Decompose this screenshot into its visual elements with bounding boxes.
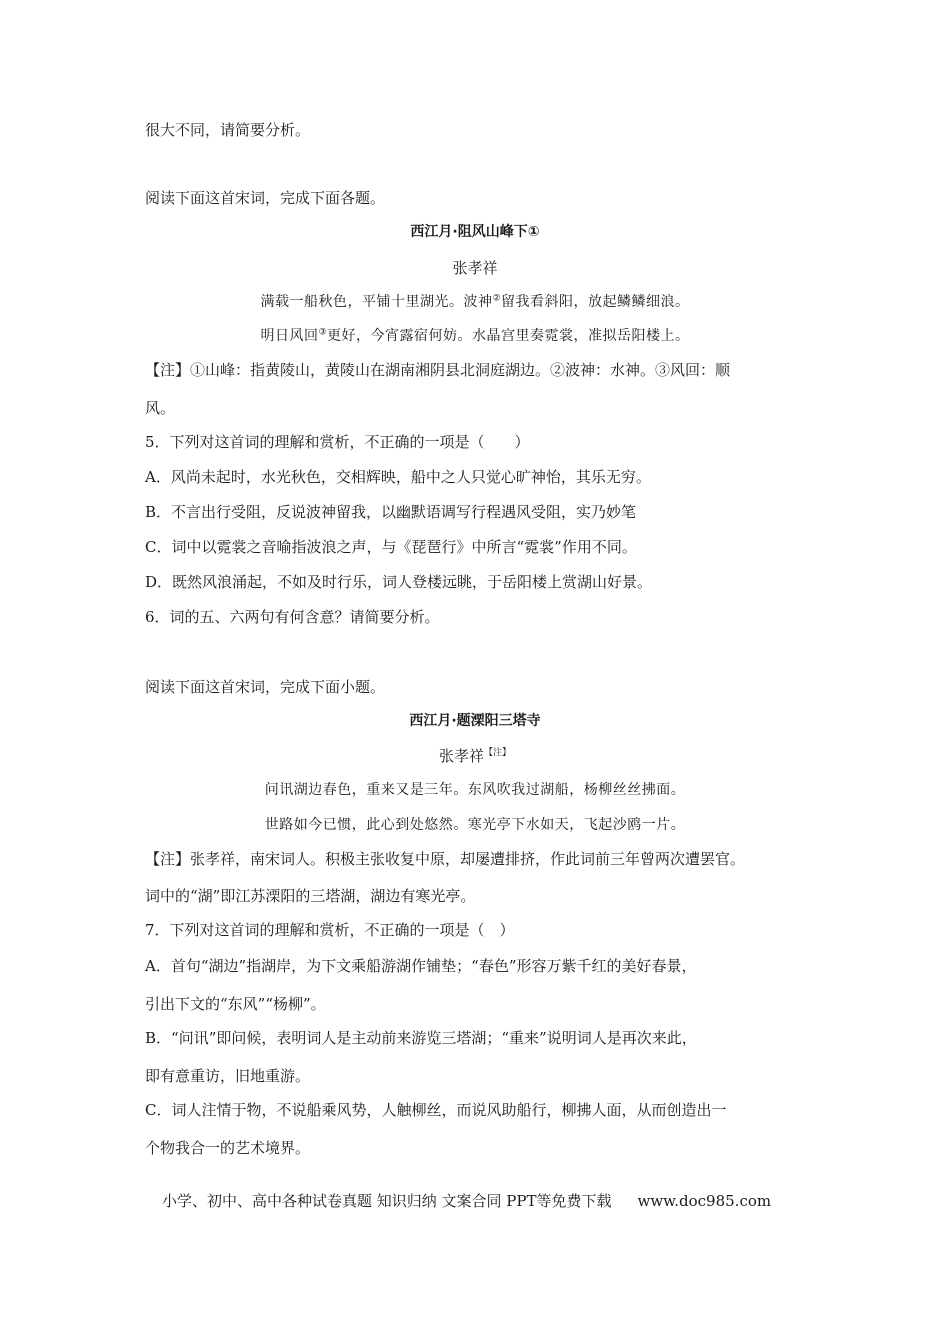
poem-text: 明日风回 xyxy=(260,328,319,344)
footer-text: 小学、初中、高中各种试卷真题 知识归纳 文案合同 PPT等免费下载 xyxy=(162,1192,612,1210)
question-7-option-c-line1: C．词人注情于物，不说船乘风势，人触柳丝，而说风助船行，柳拂人面，从而创造出一 xyxy=(145,1101,727,1119)
question-7-option-b-line1: B．“问讯”即问候，表明词人是主动前来游览三塔湖；“重来”说明词人是再次来此， xyxy=(145,1029,697,1047)
poem-text: 留我看斜阳，放起鳞鳞细浪。 xyxy=(501,294,690,310)
author-name: 张孝祥 xyxy=(438,747,484,765)
page-footer xyxy=(162,1191,771,1211)
section2-note-line2: 词中的“湖”即江苏溧阳的三塔湖，湖边有寒光亭。 xyxy=(145,887,476,905)
section1-poem-title: 西江月·阻风山峰下① xyxy=(410,224,540,240)
section1-poem-line1 xyxy=(145,292,805,312)
footnote-marker: 【注】 xyxy=(484,748,512,758)
question-7: 7．下列对这首词的理解和赏析，不正确的一项是（ ） xyxy=(145,921,515,939)
question-5-option-a: A．风尚未起时，水光秋色，交相辉映，船中之人只觉心旷神怡，其乐无穷。 xyxy=(145,468,651,486)
section2-poem-title: 西江月·题溧阳三塔寺 xyxy=(409,713,541,729)
poem-text: 更好，今宵露宿何妨。水晶宫里奏霓裳，准拟岳阳楼上。 xyxy=(327,328,690,344)
question-5-option-c: C．词中以霓裳之音喻指波浪之声，与《琵琶行》中所言“霓裳”作用不同。 xyxy=(145,538,637,556)
question-7-option-b-line2: 即有意重访，旧地重游。 xyxy=(145,1067,311,1085)
section2-intro: 阅读下面这首宋词，完成下面小题。 xyxy=(145,678,386,696)
question-7-option-c-line2: 个物我合一的艺术境界。 xyxy=(145,1139,311,1157)
question-5-option-b: B．不言出行受阻，反说波神留我，以幽默语调写行程遇风受阻，实乃妙笔 xyxy=(145,503,637,521)
section1-poem-line2 xyxy=(145,326,805,346)
section1-intro: 阅读下面这首宋词，完成下面各题。 xyxy=(145,189,386,207)
poem-text: 满载一船秋色，平铺十里湖光。波神 xyxy=(260,294,493,310)
question-5-option-d: D．既然风浪涌起，不如及时行乐，词人登楼远眺，于岳阳楼上赏湖山好景。 xyxy=(145,573,653,591)
section2-note-line1: 【注】张孝祥，南宋词人。积极主张收复中原，却屡遭排挤，作此词前三年曾两次遭罢官。 xyxy=(145,850,746,868)
section1-note-line2: 风。 xyxy=(145,399,176,417)
section2-poem-line1: 问讯湖边春色，重来又是三年。东风吹我过湖船，杨柳丝丝拂面。 xyxy=(264,782,686,798)
continued-question-text: 很大不同，请简要分析。 xyxy=(145,121,311,139)
footnote-marker: ② xyxy=(492,293,502,304)
question-7-option-a-line1: A．首句“湖边”指湖岸，为下文乘船游湖作铺垫；“春色”形容万紫千红的美好春景， xyxy=(145,957,697,975)
question-7-option-a-line2: 引出下文的“东风”“杨柳”。 xyxy=(145,995,326,1013)
section2-poem-author xyxy=(145,746,805,766)
footer-url[interactable]: www.doc985.com xyxy=(637,1192,772,1210)
section1-note-line1: 【注】①山峰：指黄陵山，黄陵山在湖南湘阴县北洞庭湖边。②波神：水神。③风回：顺 xyxy=(145,361,731,379)
footnote-marker: ③ xyxy=(318,327,328,338)
section2-poem-line2: 世路如今已惯，此心到处悠然。寒光亭下水如天，飞起沙鸥一片。 xyxy=(264,817,686,833)
section1-poem-author: 张孝祥 xyxy=(452,259,498,277)
question-6: 6．词的五、六两句有何含意？请简要分析。 xyxy=(145,608,440,626)
question-5: 5．下列对这首词的理解和赏析，不正确的一项是（ ） xyxy=(145,433,530,451)
